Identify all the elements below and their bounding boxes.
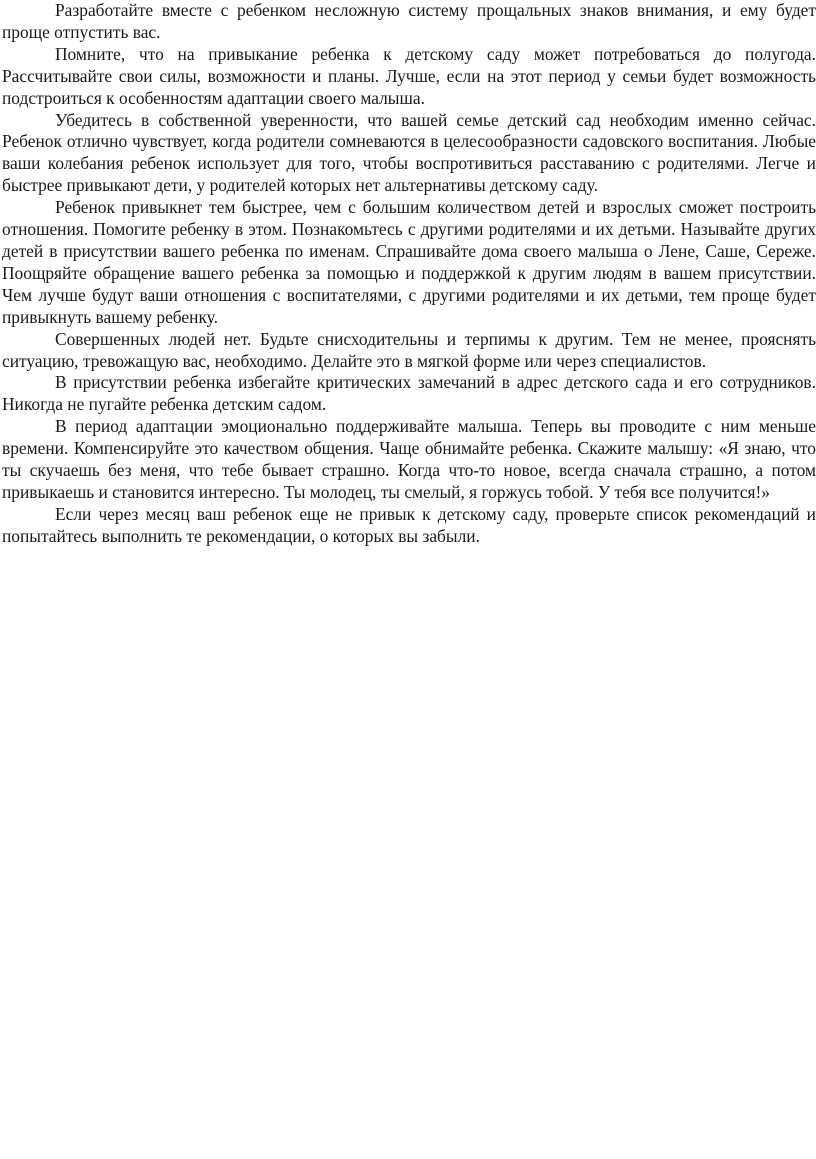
paragraph-check-recommendations: Если через месяц ваш ребенок еще не привык к детскому саду, проверьте список рекомендаций и попытайтесь выполнить те рекомендации, о которых вы забыли. [2, 503, 816, 546]
paragraph-relationships: Ребенок привыкнет тем быстрее, чем с большим количеством детей и взрослых сможет построить отношения. Помогите ребенку в этом. Познакомьтесь с другими родителями и их детьми. Называйте других детей в присутствии вашего ребенка по именам. Спрашивайте дома своего малыша о Лене, Саше, Сереже. Поощряйте обращение вашего ребенка за помощью и поддержкой к другим людям в вашем присутствии. Чем лучше будут ваши отношения с воспитателями, с другими родителями и их детьми, тем проще будет привыкнуть вашему ребенку. [2, 197, 816, 327]
document-body [0, 0, 816, 548]
paragraph-avoid-criticism: В присутствии ребенка избегайте критических замечаний в адрес детского сада и его сотрудников. Никогда не пугайте ребенка детским садом. [2, 372, 816, 415]
paragraph-confidence: Убедитесь в собственной уверенности, что вашей семье детский сад необходим именно сейчас. Ребенок отлично чувствует, когда родители сомневаются в целесообразности садовского воспитания. Любые ваши колебания ребенок использует для того, чтобы воспротивиться расставанию с родителями. Легче и быстрее привыкают дети, у родителей которых нет альтернативы детскому саду. [2, 109, 816, 196]
paragraph-tolerance: Совершенных людей нет. Будьте снисходительны и терпимы к другим. Тем не менее, прояснять ситуацию, тревожащую вас, необходимо. Делайте это в мягкой форме или через специалистов. [2, 328, 816, 371]
paragraph-adaptation-period: Помните, что на привыкание ребенка к детскому саду может потребоваться до полугода. Рассчитывайте свои силы, возможности и планы. Лучше, если на этот период у семьи будет возможность подстроиться к особенностям адаптации своего малыша. [2, 43, 816, 108]
paragraph-emotional-support: В период адаптации эмоционально поддерживайте малыша. Теперь вы проводите с ним меньше времени. Компенсируйте это качеством общения. Чаще обнимайте ребенка. Скажите малышу: «Я знаю, что ты скучаешь без меня, что тебе бывает страшно. Когда что-то новое, всегда сначала страшно, а потом привыкаешь и становится интересно. Ты молодец, ты смелый, я горжусь тобой. У тебя все получится!» [2, 416, 816, 502]
paragraph-farewell-signs: Разработайте вместе с ребенком несложную систему прощальных знаков внимания, и ему будет проще отпустить вас. [2, 0, 816, 42]
